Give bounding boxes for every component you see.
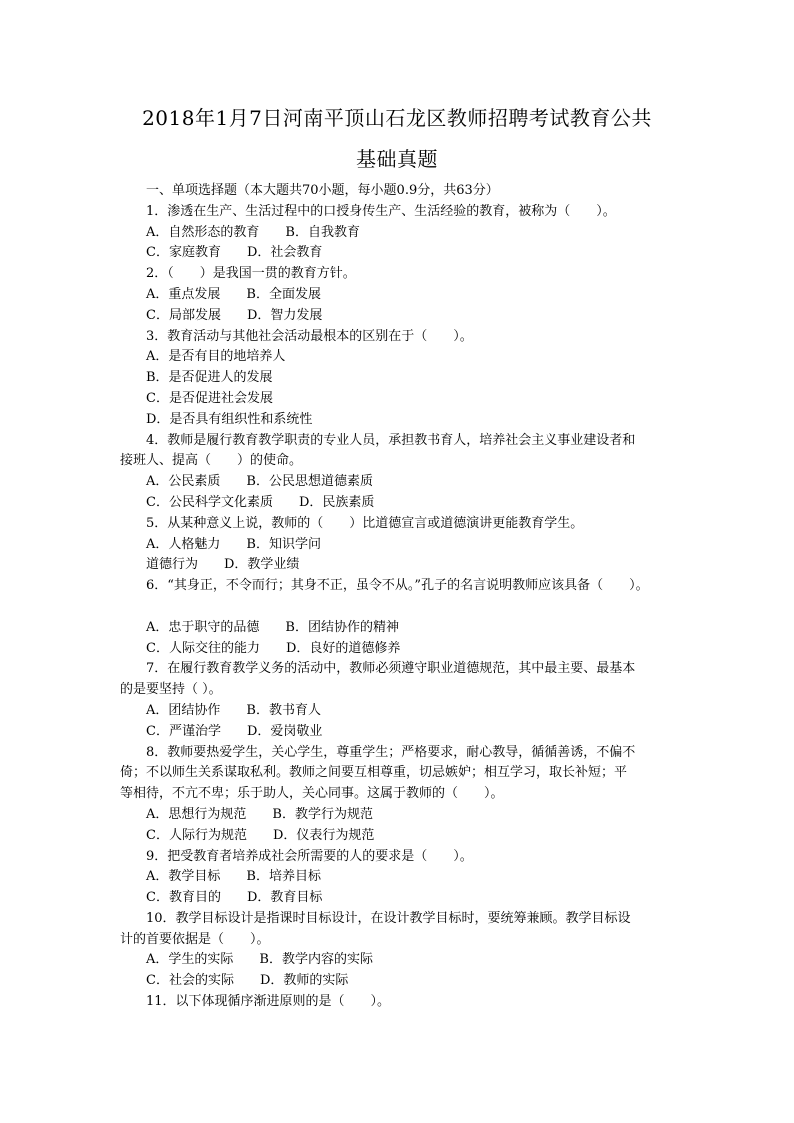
answer-options-line: C．家庭教育 D．社会教育 [146, 245, 323, 261]
question-text-line: 接班人、提高（ ）的使命。 [120, 453, 303, 469]
question-text-line: 5．从某种意义上说，教师的（ ）比道德宣言或道德演讲更能教育学生。 [146, 515, 584, 531]
answer-options-line: A．学生的实际 B．教学内容的实际 [146, 952, 373, 968]
answer-options-line: C．教育目的 D．教育目标 [146, 890, 323, 906]
answer-options-line: A．忠于职守的品德 B．团结协作的精神 [146, 619, 399, 635]
answer-options-line: A．重点发展 B．全面发展 [146, 286, 321, 302]
question-text-line: 6．“其身正，不令而行；其身不正，虽令不从。”孔子的名言说明教师应该具备（ ）。 [146, 578, 649, 594]
answer-options-line: A．公民素质 B．公民思想道德素质 [146, 474, 373, 490]
answer-options-line: A．团结协作 B．教书育人 [146, 702, 321, 718]
blank-line [120, 597, 680, 618]
answer-options-line: C．局部发展 D．智力发展 [146, 307, 323, 323]
answer-options-line: A．思想行为规范 B．教学行为规范 [146, 806, 373, 822]
question-text-line: 3．教育活动与其他社会活动最根本的区别在于（ ）。 [146, 328, 473, 344]
question-text-line: 的是要坚持（ ）。 [120, 682, 222, 698]
answer-options-line: D．是否具有组织性和系统性 [146, 411, 313, 427]
question-text-line: 8．教师要热爱学生，关心学生，尊重学生；严格要求，耐心教导，循循善诱，不偏不 [146, 744, 636, 760]
answer-options-line: A．人格魅力 B．知识学问 [146, 536, 321, 552]
question-text-line: 1．渗透在生产、生活过程中的口授身传生产、生活经验的教育，被称为（ ）。 [146, 203, 616, 219]
question-text-line: 4．教师是履行教育教学职责的专业人员，承担教书育人，培养社会主义事业建设者和 [146, 432, 636, 448]
answer-options-line: C．社会的实际 D．教师的实际 [146, 973, 349, 989]
answer-options-line: A．教学目标 B．培养目标 [146, 869, 321, 885]
answer-options-line: 道德行为 D．教学业绩 [146, 557, 300, 573]
question-text-line: 等相待，不亢不卑；乐于助人，关心同事。这属于教师的（ ）。 [120, 786, 504, 802]
answer-options-line: C．人际行为规范 D．仪表行为规范 [146, 827, 375, 843]
question-text-line: 11．以下体现循序渐进原则的是（ ）。 [146, 994, 391, 1010]
question-text-line: 9．把受教育者培养成社会所需要的人的要求是（ ）。 [146, 848, 473, 864]
question-text-line: 一、单项选择题（本大题共70小题，每小题0.9分，共63分） [146, 183, 499, 198]
answer-options-line: C．公民科学文化素质 D．民族素质 [146, 494, 375, 510]
answer-options-line: A．是否有目的地培养人 [146, 349, 286, 365]
answer-options-line: C．严谨治学 D．爱岗敬业 [146, 723, 323, 739]
question-text-line: 10．教学目标设计是指课时目标设计，在设计教学目标时，要统筹兼顾。教学目标设 [146, 910, 631, 926]
answer-options-line: C．人际交往的能力 D．良好的道德修养 [146, 640, 401, 656]
document-title-line-1: 2018年1月7日河南平顶山石龙区教师招聘考试教育公共 [142, 106, 652, 130]
answer-options-line: B．是否促进人的发展 [146, 370, 273, 386]
document-body [120, 181, 680, 1013]
question-text-line: 计的首要依据是（ ）。 [120, 931, 270, 947]
answer-options-line: A．自然形态的教育 B．自我教育 [146, 224, 360, 240]
document-title-line-2: 基础真题 [356, 147, 438, 171]
answer-options-line: C．是否促进社会发展 [146, 390, 273, 406]
question-text-line: 7．在履行教育教学义务的活动中，教师必须遵守职业道德规范，其中最主要、最基本 [146, 661, 636, 677]
question-text-line: 倚；不以师生关系谋取私利。教师之间要互相尊重，切忌嫉妒；相互学习，取长补短；平 [120, 765, 628, 781]
question-text-line: 2．（ ）是我国一贯的教育方针。 [146, 266, 356, 282]
